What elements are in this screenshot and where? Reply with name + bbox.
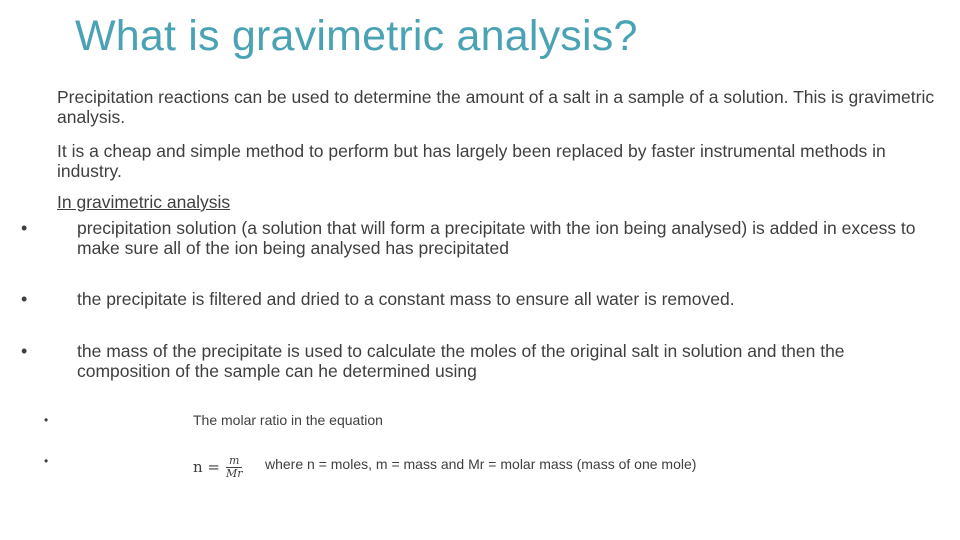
bullet-icon: • bbox=[44, 454, 49, 468]
bullet-text: the precipitate is filtered and dried to a constant mass to ensure all water is removed. bbox=[77, 289, 735, 309]
paragraph-intro: Precipitation reactions can be used to determine the amount of a salt in a sample of a solution. This is gravimetric analysis. bbox=[57, 87, 935, 127]
molar-ratio-text: The molar ratio in the equation bbox=[193, 412, 383, 428]
bullet-icon: • bbox=[21, 289, 28, 309]
formula-fraction bbox=[223, 455, 246, 480]
formula-lhs: n = bbox=[193, 458, 220, 476]
bullet-icon: • bbox=[21, 218, 28, 238]
bullet-icon: • bbox=[21, 341, 28, 361]
slide-title: What is gravimetric analysis? bbox=[75, 12, 638, 60]
formula-description: where n = moles, m = mass and Mr = molar mass (mass of one mole) bbox=[265, 456, 697, 472]
bullet-text: precipitation solution (a solution that will form a precipitate with the ion being analysed) is added in excess to make sure all of the ion being analysed has precipitated bbox=[77, 218, 916, 258]
moles-formula bbox=[193, 452, 246, 482]
paragraph-heading: In gravimetric analysis bbox=[57, 192, 231, 212]
bullet-text: the mass of the precipitate is used to calculate the moles of the original salt in solution and then the composition of the sample can he determined using bbox=[77, 341, 845, 381]
formula-denominator: Mr bbox=[226, 466, 243, 480]
paragraph-cost: It is a cheap and simple method to perform but has largely been replaced by faster instrumental methods in industry. bbox=[57, 141, 886, 181]
bullet-icon: • bbox=[44, 413, 49, 427]
formula-numerator: m bbox=[226, 455, 242, 468]
